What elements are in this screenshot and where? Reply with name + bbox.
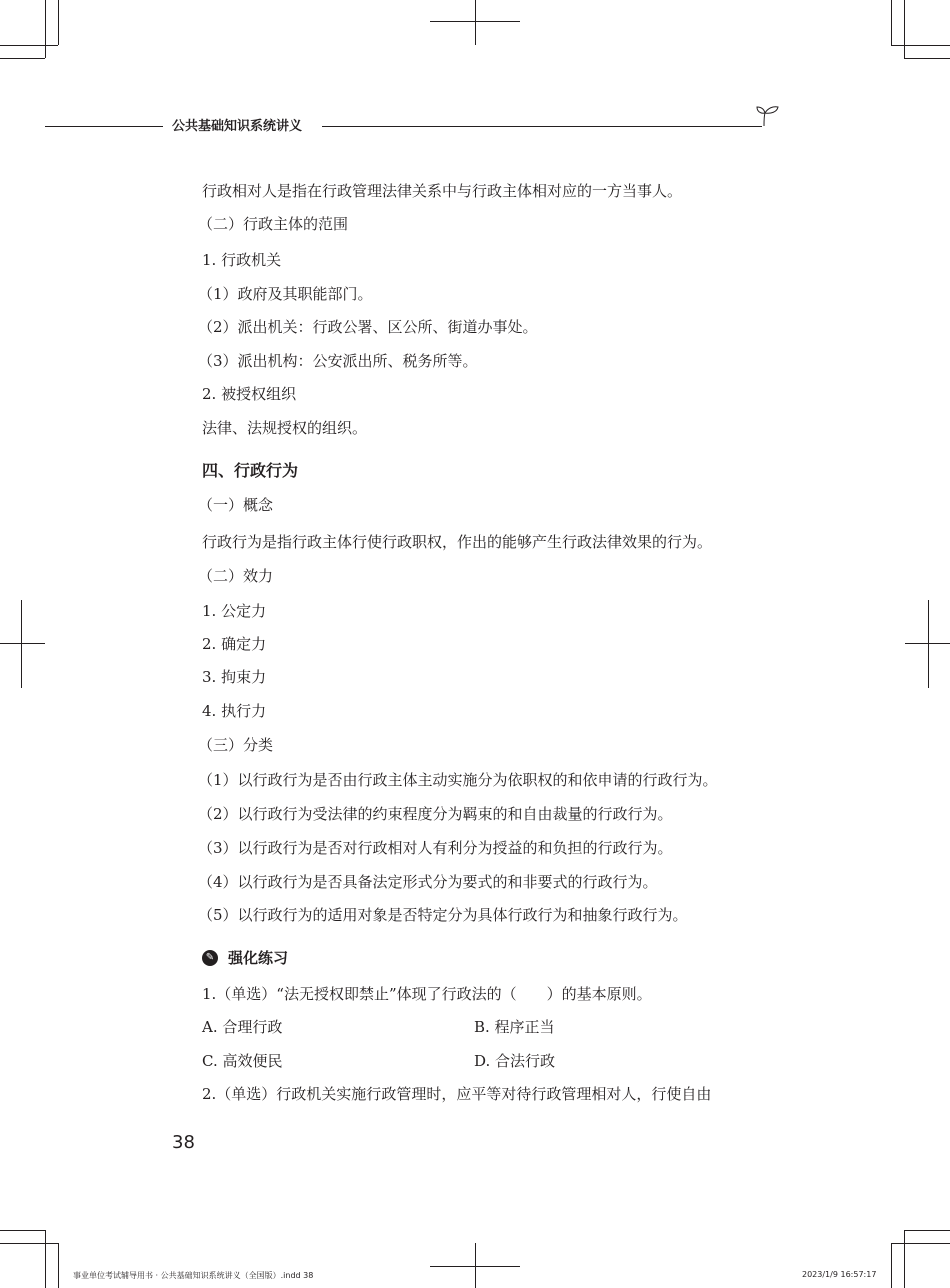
practice-label: 强化练习 <box>228 949 289 967</box>
crop-mark <box>891 45 950 46</box>
option-a: A. 合理行政 <box>202 1018 283 1036</box>
list-item: 2. 确定力 <box>202 635 267 653</box>
crop-mark <box>58 1243 59 1288</box>
crop-mark <box>891 0 892 45</box>
list-item: （4）以行政行为是否具备法定形式分为要式的和非要式的行政行为。 <box>198 873 658 891</box>
list-item: （1）政府及其职能部门。 <box>198 285 373 303</box>
footer-slug-file: 事业单位考试辅导用书 · 公共基础知识系统讲义（全国版）.indd 38 <box>73 1271 314 1280</box>
paragraph: 行政行为是指行政主体行使行政职权，作出的能够产生行政法律效果的行为。 <box>202 533 713 551</box>
registration-mark <box>0 643 45 644</box>
crop-mark <box>58 0 59 45</box>
option-b: B. 程序正当 <box>474 1018 555 1036</box>
subheading: （二）行政主体的范围 <box>198 215 349 233</box>
list-item: （2）派出机关：行政公署、区公所、街道办事处。 <box>198 318 538 336</box>
crop-mark <box>0 1243 58 1244</box>
question: 2.（单选）行政机关实施行政管理时，应平等对待行政管理相对人，行使自由 <box>202 1085 712 1103</box>
question: 1.（单选）“法无授权即禁止”体现了行政法的（ ）的基本原则。 <box>202 985 652 1003</box>
crop-mark <box>45 1230 46 1288</box>
crop-mark <box>904 58 950 59</box>
list-item: （1）以行政行为是否由行政主体主动实施分为依职权的和依申请的行政行为。 <box>198 771 718 789</box>
pencil-icon: ✎ <box>202 950 218 966</box>
crop-mark <box>0 1230 45 1231</box>
sprout-icon <box>752 100 782 130</box>
registration-mark <box>21 600 22 688</box>
crop-mark <box>904 1230 950 1231</box>
list-item: （5）以行政行为的适用对象是否特定分为具体行政行为和抽象行政行为。 <box>198 906 688 924</box>
paragraph: 行政相对人是指在行政管理法律关系中与行政主体相对应的一方当事人。 <box>202 182 683 200</box>
registration-mark <box>430 21 520 22</box>
subheading: （二）效力 <box>198 567 274 585</box>
registration-mark <box>430 1266 520 1267</box>
list-item: 3. 拘束力 <box>202 668 267 686</box>
registration-mark <box>475 0 476 45</box>
option-d: D. 合法行政 <box>474 1052 556 1070</box>
crop-mark <box>904 1230 905 1288</box>
crop-mark <box>904 0 905 58</box>
registration-mark <box>928 600 929 688</box>
footer-slug-date: 2023/1/9 16:57:17 <box>802 1270 877 1279</box>
list-item: （3）派出机构：公安派出所、税务所等。 <box>198 352 478 370</box>
list-item: 4. 执行力 <box>202 702 267 720</box>
running-header-title: 公共基础知识系统讲义 <box>172 119 303 134</box>
crop-mark <box>45 0 46 58</box>
page-number: 38 <box>172 1132 195 1153</box>
crop-mark <box>891 1243 950 1244</box>
crop-mark <box>0 58 45 59</box>
subheading: （一）概念 <box>198 496 274 514</box>
list-item: （2）以行政行为受法律的约束程度分为羁束的和自由裁量的行政行为。 <box>198 805 673 823</box>
option-c: C. 高效便民 <box>202 1052 283 1070</box>
header-rule <box>322 126 762 127</box>
paragraph: 法律、法规授权的组织。 <box>202 419 368 437</box>
header-rule <box>45 126 163 127</box>
registration-mark <box>905 643 950 644</box>
list-item: 2. 被授权组织 <box>202 385 297 403</box>
section-title: 四、行政行为 <box>202 461 299 480</box>
subheading: （三）分类 <box>198 736 274 754</box>
crop-mark <box>0 45 58 46</box>
practice-heading <box>202 947 288 968</box>
crop-mark <box>891 1243 892 1288</box>
list-item: 1. 公定力 <box>202 602 267 620</box>
list-item: 1. 行政机关 <box>202 251 282 269</box>
list-item: （3）以行政行为是否对行政相对人有利分为授益的和负担的行政行为。 <box>198 839 673 857</box>
